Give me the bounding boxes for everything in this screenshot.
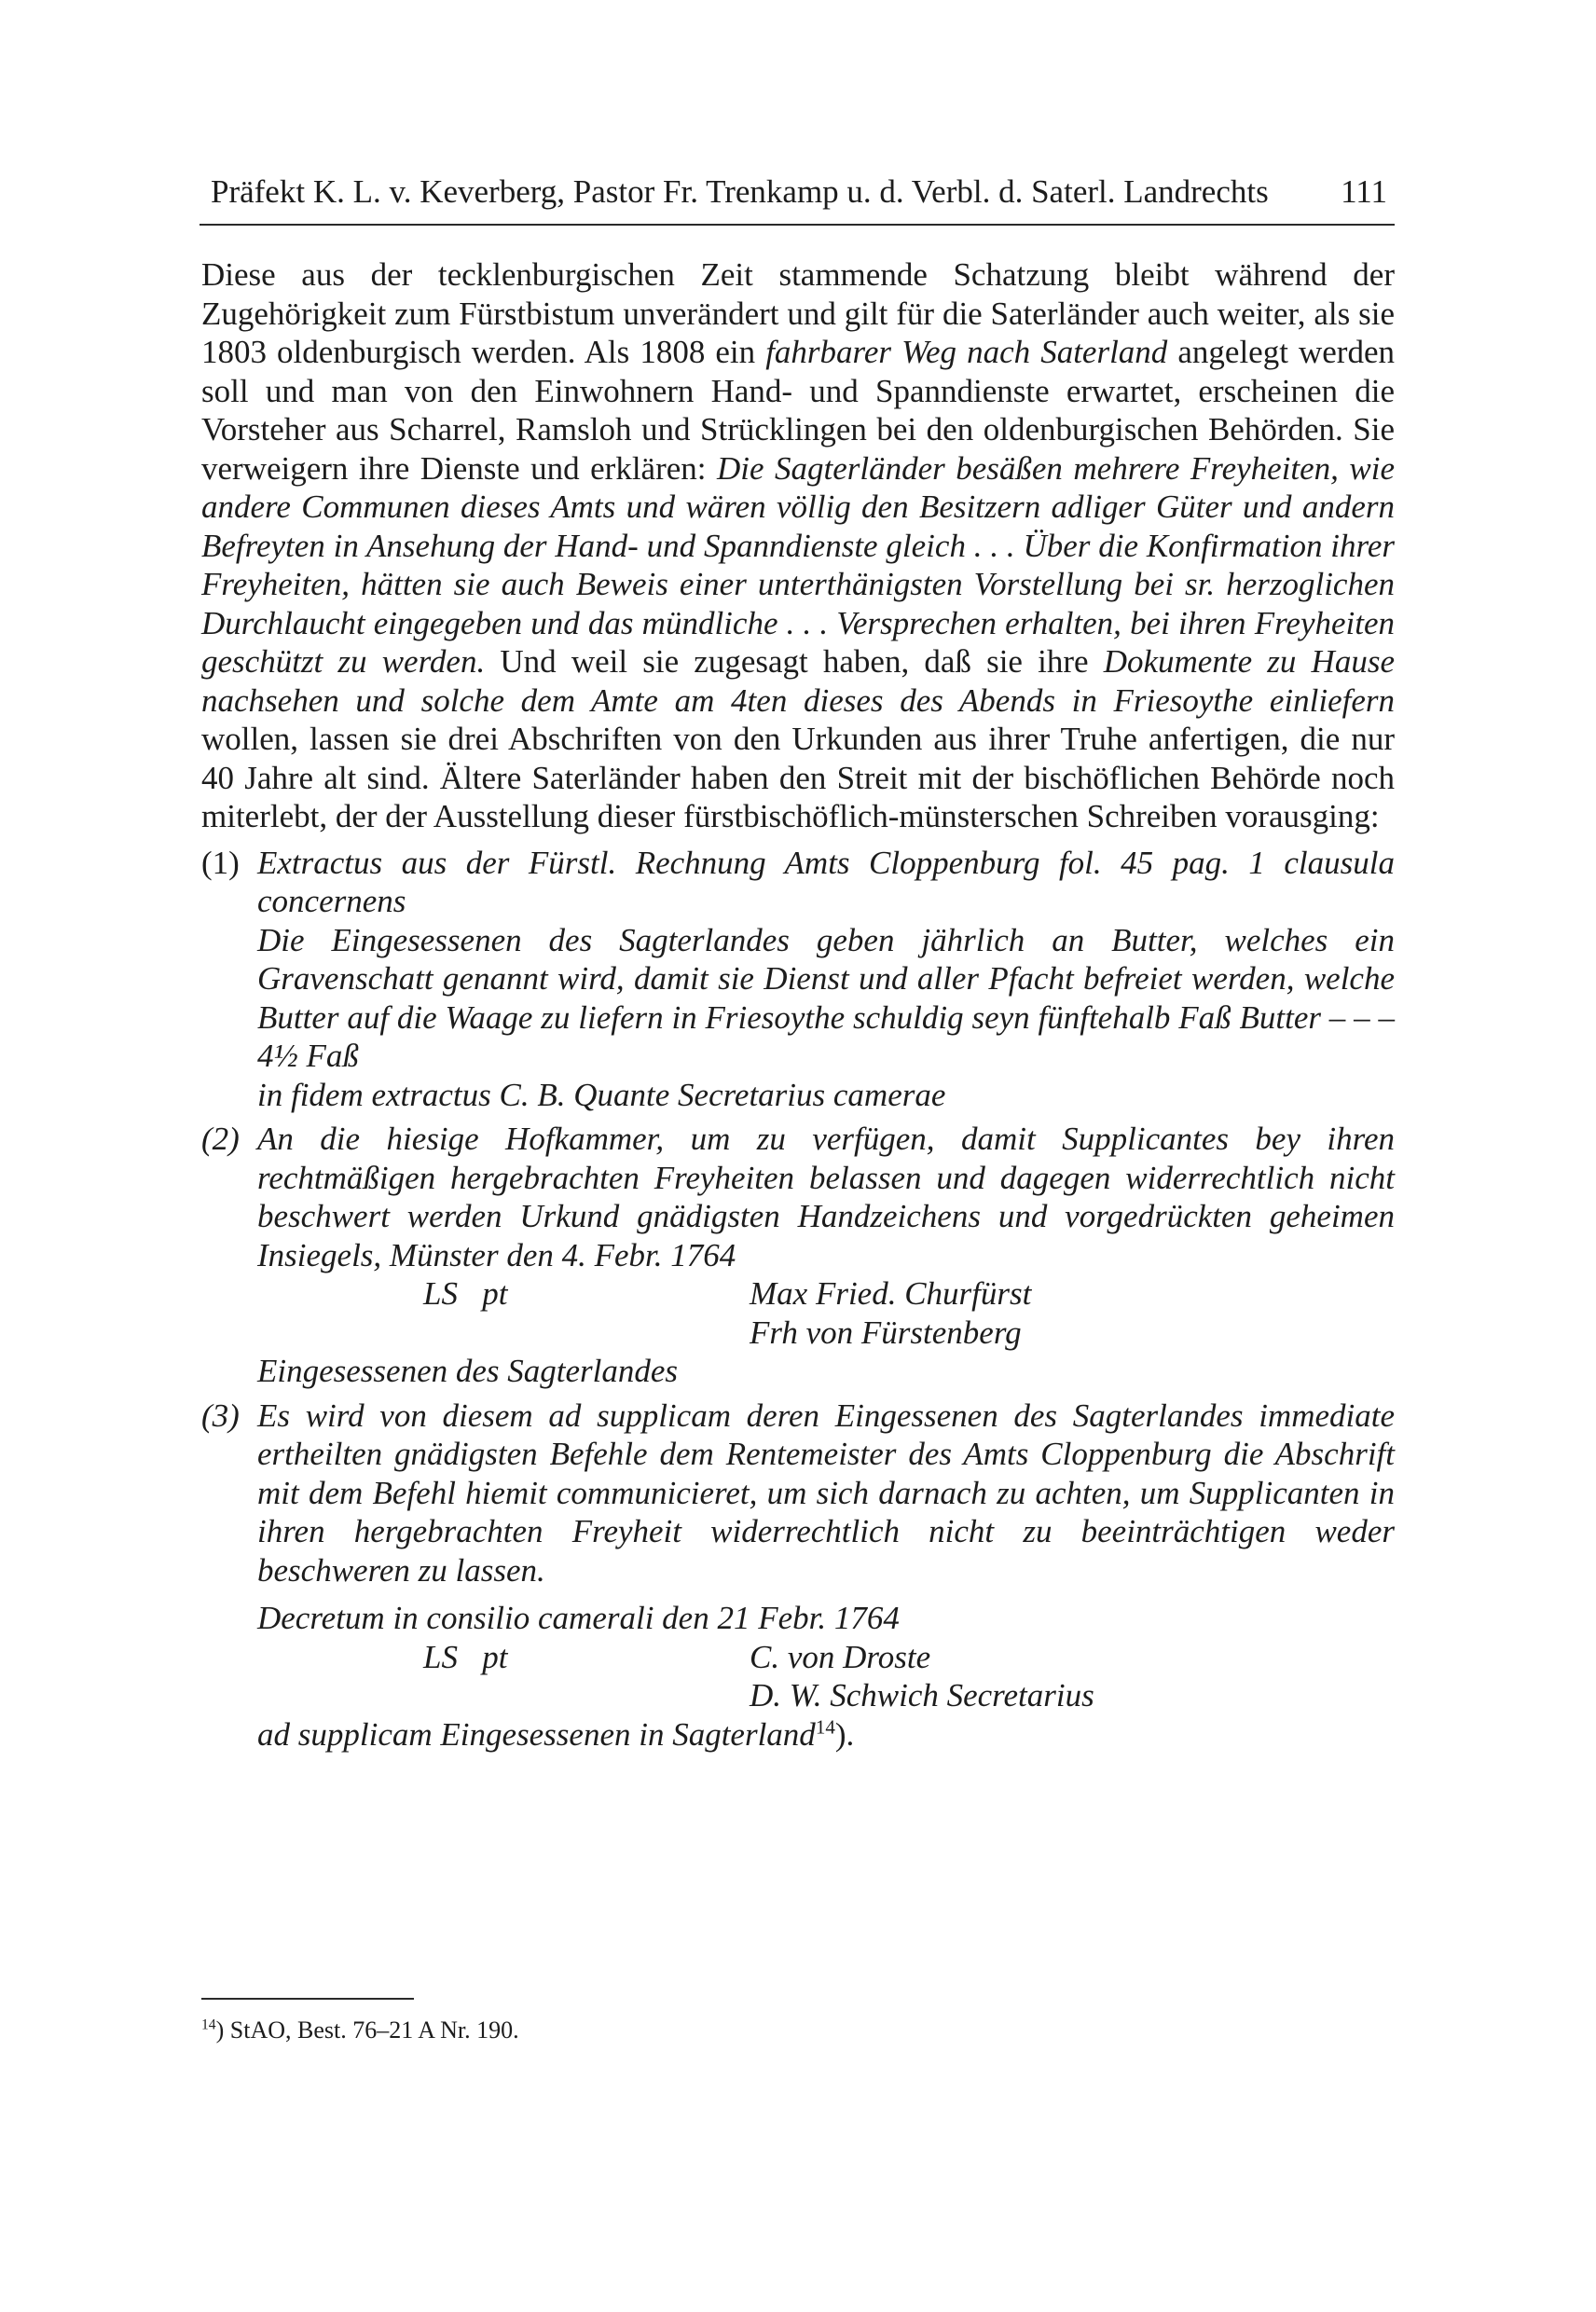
item-number: (1) <box>201 844 240 881</box>
running-title: Präfekt K. L. v. Keverberg, Pastor Fr. Trenkamp u. d. Verbl. d. Saterl. Landrechts <box>211 173 1269 210</box>
intro-paragraph <box>201 255 1395 836</box>
intro-quote-2: Die Sagterländer besäßen mehrere Freyheiten, wie andere Communen dieses Amts und wären völlig den Besitzern adliger Güter und andern Befreyten in Ansehung der Hand- und Spanndienste gleich . . . Über die Konfirmation ihrer Freyheiten, hätten sie auch Beweis einer unterthänigsten Vorstellung bei sr. herzoglichen Durchlaucht eingegeben und das mündliche . . . Versprechen erhalten, bei ihren Freyheiten geschützt zu werden. <box>201 449 1395 680</box>
signature-block <box>257 1274 1395 1352</box>
signer-name: Frh von Fürstenberg <box>750 1314 1022 1351</box>
doc1-text: Die Eingesessenen des Sagterlandes geben jährlich an Butter, welches ein Gravenschatt genannt wird, damit sie Dienst und aller Pfacht befreiet werden, welche Butter auf die Waage zu liefern in Friesoythe schuldig seyn fünftehalb Faß Butter – – – 4½ Faß <box>257 921 1395 1074</box>
closing-punctuation: ). <box>834 1715 855 1753</box>
doc3-address: ad supplicam Eingesessenen in Sagterland <box>257 1715 816 1753</box>
doc2-text: An die hiesige Hofkammer, um zu verfügen, damit Supplicantes bey ihren rechtmäßigen hergebrachten Freyheiten belassen und dagegen widerrechtlich nicht beschwert werden Urkund gnädigsten Handzeichens und vorgedrückten geheimen Insiegels, Münster den 4. Febr. 1764 <box>257 1121 1395 1273</box>
footnote-rule <box>201 1998 414 2000</box>
signer-name: C. von Droste <box>750 1638 931 1675</box>
seal-mark: LS pt <box>423 1638 508 1675</box>
doc3-address-line <box>257 1715 1395 1755</box>
intro-quote-1: fahrbarer Weg nach Saterland <box>765 334 1168 370</box>
footnote <box>201 2016 1040 2045</box>
page-number: 111 <box>1341 173 1387 210</box>
document-item-1 <box>201 844 1395 1115</box>
main-text <box>201 255 1395 1759</box>
signer-name: Max Fried. Churfürst <box>750 1275 1032 1312</box>
doc2-address: Eingesessenen des Sagterlandes <box>257 1353 679 1389</box>
item-number: (3) <box>201 1397 240 1434</box>
intro-text-2: angelegt werden soll und man von den Einwohnern Hand- und Spanndienste erwartet, erscheinen die Vorsteher aus Scharrel, Ramsloh und Strücklingen bei den oldenburgischen Behörden. Sie verweigern ihre Dienste und erklären: <box>201 334 1395 487</box>
signer-name: D. W. Schwich Secretarius <box>750 1677 1094 1713</box>
footnote-marker: 14 <box>201 2016 216 2033</box>
document-item-2 <box>201 1120 1395 1391</box>
footnote-marker-close: ) <box>215 2016 225 2044</box>
intro-quote-3: Dokumente zu Hause nachsehen und solche dem Amte am 4ten dieses des Abends in Friesoythe einliefern <box>201 643 1395 719</box>
footnote-reference[interactable]: 14 <box>815 1714 835 1738</box>
seal-mark: LS pt <box>423 1275 508 1312</box>
signature-block <box>257 1638 1395 1715</box>
doc3-decretum: Decretum in consilio camerali den 21 Febr. 1764 <box>257 1600 900 1636</box>
doc3-text: Es wird von diesem ad supplicam deren Eingessenen des Sagterlandes immediate ertheilten gnädigsten Befehle dem Rentemeister des Amts Cloppenburg die Abschrift mit dem Befehl hiemit communicieret, um sich darnach zu achten, um Supplicanten in ihren hergebrachten Freyheit widerrechtlich nicht zu beeinträchtigen weder beschweren zu lassen. <box>257 1397 1395 1589</box>
document-item-3 <box>201 1397 1395 1755</box>
footnote-text: StAO, Best. 76–21 A Nr. 190. <box>224 2016 519 2044</box>
doc1-heading: Extractus aus der Fürstl. Rechnung Amts Cloppenburg fol. 45 pag. 1 clausula concernens <box>257 844 1395 919</box>
intro-text-1: Diese aus der tecklenburgischen Zeit stammende Schatzung bleibt während der Zugehörigkeit zum Fürstbistum unverändert und gilt für die Saterländer auch weiter, als sie 1803 oldenburgisch werden. Als 1808 ein <box>201 256 1395 370</box>
item-number: (2) <box>201 1121 240 1157</box>
doc1-attest: in fidem extractus C. B. Quante Secretarius camerae <box>257 1076 946 1113</box>
document-list <box>201 844 1395 1755</box>
header-rule <box>200 224 1395 226</box>
intro-text-4: wollen, lassen sie drei Abschriften von den Urkunden aus ihrer Truhe anfertigen, die nur 40 Jahre alt sind. Ältere Saterländer haben den Streit mit der bischöflichen Behörde noch miterlebt, der der Ausstellung dieser fürstbischöflich-münsterschen Schreiben vorausging: <box>201 721 1395 834</box>
intro-text-3: Und weil sie zugesagt haben, daß sie ihre <box>485 643 1104 680</box>
